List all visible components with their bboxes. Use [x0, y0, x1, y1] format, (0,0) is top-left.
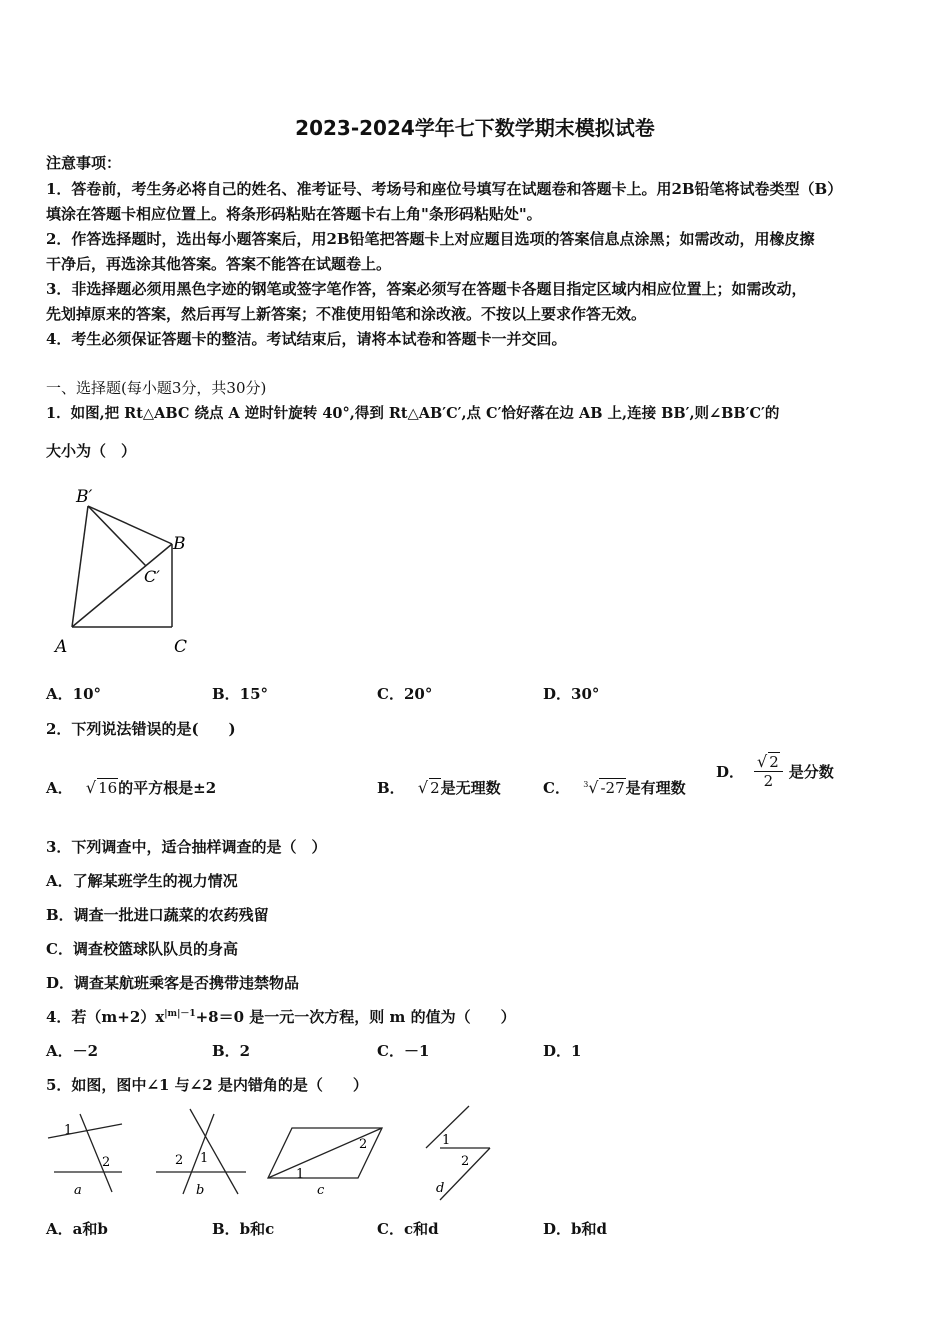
section-heading: 一、选择题(每小题3分，共30分)	[46, 379, 267, 397]
notice-line: 1．答卷前，考生务必将自己的姓名、准考证号、考场号和座位号填写在试题卷和答题卡上。用2B铅笔将试卷类型（B）	[46, 180, 843, 198]
fig-b-angle1: 1	[200, 1151, 209, 1166]
q3-stem: 3．下列调查中，适合抽样调查的是（ ）	[46, 838, 327, 856]
q1-stem-line2: 大小为（ ）	[46, 442, 137, 460]
label-c-prime: C′	[144, 567, 160, 586]
option-text: 的平方根是±2	[118, 779, 217, 797]
q5-option-b: B．b和c	[212, 1220, 275, 1238]
option-text: 是无理数	[440, 779, 501, 797]
option-letter: B．	[377, 779, 405, 797]
q4-stem-part: +8＝0 是一元一次方程，则 m 的值为（ ）	[195, 1008, 516, 1026]
sqrt-16: 16	[98, 779, 118, 797]
fig-a-name: a	[74, 1183, 82, 1198]
seg-b-prime-c-prime	[88, 506, 146, 566]
notice-line: 3．非选择题必须用黑色字迹的钢笔或签字笔作答，答案必须写在答题卡各题目指定区域内相应位置上；如需改动，	[46, 280, 807, 298]
q1-option-c: C．20°	[377, 685, 433, 703]
sqrt-2: 2	[430, 779, 440, 797]
fig-c-angle1: 1	[296, 1167, 305, 1182]
fig-a-transversal	[80, 1114, 112, 1192]
fig-a-angle1: 1	[64, 1123, 73, 1138]
q4-option-d: D．1	[543, 1042, 582, 1060]
q2-option-c: C． $^3$√ -27是有理数	[543, 778, 686, 797]
q3-option-c: C．调查校篮球队队员的身高	[46, 940, 238, 958]
q4-option-a: A．－2	[46, 1042, 99, 1060]
q4-stem-part: 4．若（m+2）x	[46, 1008, 165, 1026]
seg-ab-prime	[72, 506, 88, 627]
cbrt-neg27: -27	[600, 779, 625, 797]
label-b-prime: B′	[76, 487, 93, 507]
fig-d-name: d	[436, 1181, 445, 1196]
fig-c-diagonal	[268, 1128, 382, 1178]
q1-option-d: D．30°	[543, 685, 600, 703]
option-text: 是分数	[788, 762, 834, 781]
q1-option-b: B．15°	[212, 685, 269, 703]
label-b: B	[173, 534, 186, 554]
option-text: 是有理数	[625, 779, 686, 797]
notice-line: 2．作答选择题时，选出每小题答案后，用2B铅笔把答题卡上对应题目选项的答案信息点涂黑；如需改动，用橡皮擦	[46, 230, 815, 248]
q2-option-b: B． √ 2是无理数	[377, 778, 501, 797]
q5-option-d: D．b和d	[543, 1220, 607, 1238]
q4-stem	[46, 1006, 516, 1027]
q1-option-a: A．10°	[46, 685, 102, 703]
fig-b-line	[190, 1109, 238, 1194]
notice-line: 4．考生必须保证答题卡的整洁。考试结束后，请将本试卷和答题卡一并交回。	[46, 330, 567, 348]
fig-c-name: c	[317, 1183, 325, 1198]
seg-bb-prime	[88, 506, 172, 544]
notice-line: 干净后，再选涂其他答案。答案不能答在试题卷上。	[46, 255, 392, 273]
q5-figures	[40, 1104, 510, 1204]
q2-option-d	[716, 752, 834, 790]
fig-d-angle1: 1	[442, 1133, 451, 1148]
q4-option-b: B．2	[212, 1042, 251, 1060]
fig-d-angle2: 2	[461, 1154, 470, 1169]
option-letter: A．	[46, 779, 73, 797]
q4-exponent: |m|－1	[164, 1009, 196, 1019]
q1-stem-line1: 1．如图,把 Rt△ABC 绕点 A 逆时针旋转 40°,得到 Rt△AB′C′,点 C′恰好落在边 AB 上,连接 BB′,则∠BB′C′的	[46, 405, 780, 422]
option-letter: D．	[716, 762, 745, 781]
fig-b-line	[183, 1114, 214, 1194]
q1-figure	[46, 482, 206, 662]
q4-option-c: C．－1	[377, 1042, 430, 1060]
notice-heading: 注意事项：	[46, 154, 122, 172]
q5-stem: 5．如图，图中∠1 与∠2 是内错角的是（ ）	[46, 1076, 368, 1094]
notice-line: 先划掉原来的答案，然后再写上新答案；不准使用铅笔和涂改液。不按以上要求作答无效。	[46, 305, 647, 323]
q3-option-b: B．调查一批进口蔬菜的农药残留	[46, 906, 269, 924]
fig-b-name: b	[196, 1183, 205, 1198]
fraction-sqrt2-over-2: $\frac{√ 2}{2}$	[754, 752, 783, 790]
fig-c-angle2: 2	[359, 1137, 368, 1152]
q2-stem: 2．下列说法错误的是( )	[46, 720, 236, 738]
q5-option-c: C．c和d	[377, 1220, 439, 1238]
label-c: C	[174, 637, 188, 657]
q5-option-a: A．a和b	[46, 1220, 108, 1238]
frac-denominator: 2	[763, 772, 774, 790]
frac-numerator: 2	[769, 753, 779, 771]
q2-option-a: A． √ 16的平方根是±2	[46, 778, 217, 797]
q3-option-a: A．了解某班学生的视力情况	[46, 872, 238, 890]
notice-line: 填涂在答题卡相应位置上。将条形码粘贴在答题卡右上角"条形码粘贴处"。	[46, 205, 542, 223]
fig-a-angle2: 2	[102, 1155, 111, 1170]
root-index: 3	[583, 780, 589, 789]
option-letter: C．	[543, 779, 570, 797]
label-a: A	[55, 637, 68, 657]
fig-b-angle2: 2	[175, 1153, 184, 1168]
page-title: 2023-2024学年七下数学期末模拟试卷	[295, 116, 655, 140]
q3-option-d: D．调查某航班乘客是否携带违禁物品	[46, 974, 300, 992]
